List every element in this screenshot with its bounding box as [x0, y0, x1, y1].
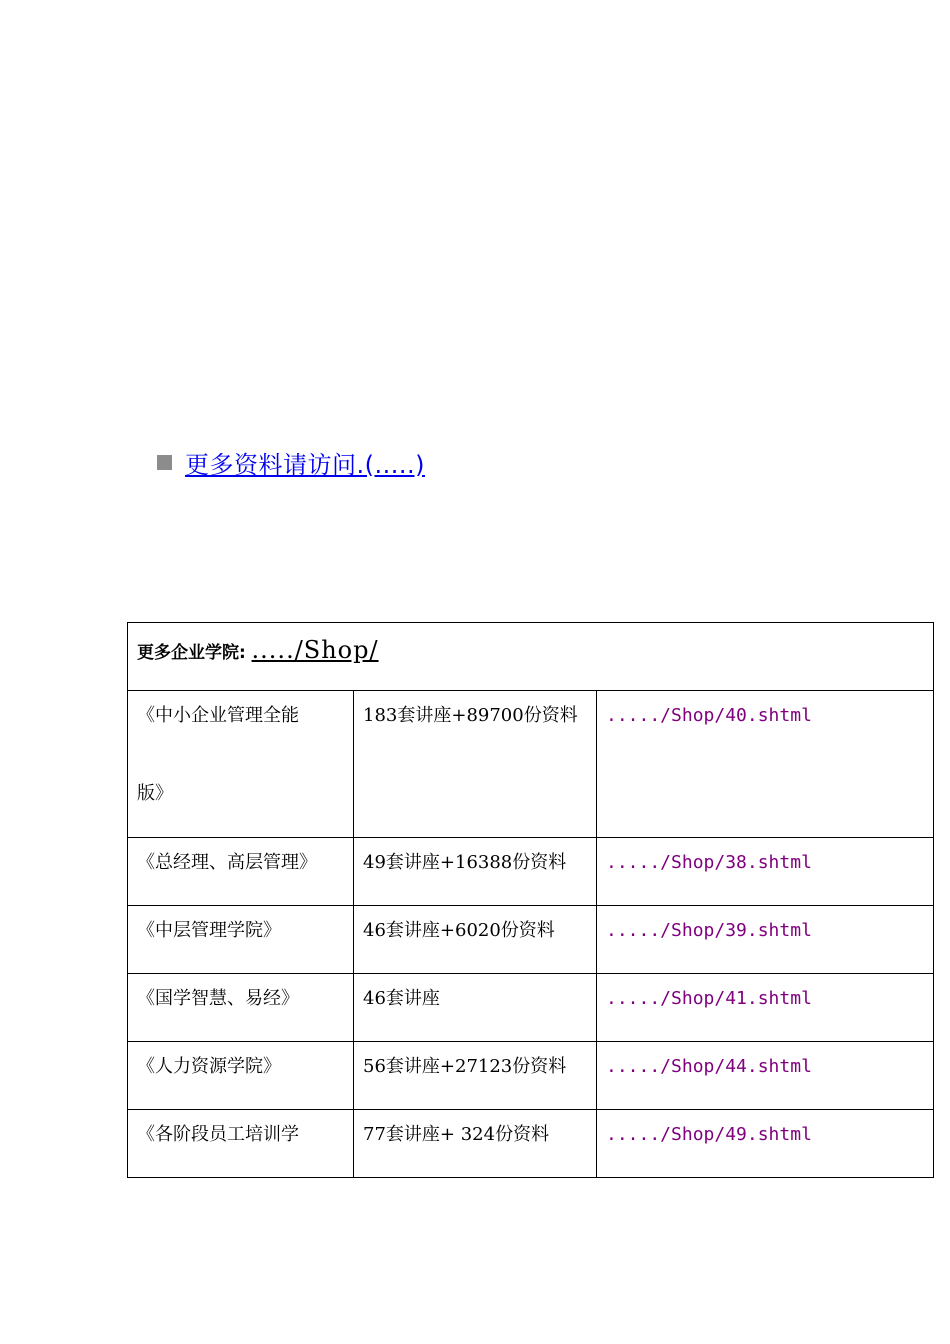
table-row: [128, 691, 934, 838]
course-content: 56套讲座+27123份资料: [354, 1042, 597, 1110]
course-url[interactable]: ...../Shop/41.shtml: [597, 974, 934, 1042]
course-url[interactable]: ...../Shop/40.shtml: [597, 691, 934, 838]
more-resources-link[interactable]: 更多资料请访问.(.....): [185, 450, 425, 479]
course-name-line2: 版》: [137, 783, 173, 804]
course-name: 《国学智慧、易经》: [128, 974, 354, 1042]
course-content: 46套讲座: [354, 974, 597, 1042]
course-content: 183套讲座+89700份资料: [354, 691, 597, 838]
course-content: 77套讲座+ 324份资料: [354, 1110, 597, 1178]
shop-table: [127, 622, 934, 1178]
course-name-line1: 《中小企业管理全能: [137, 705, 299, 726]
course-url[interactable]: ...../Shop/39.shtml: [597, 906, 934, 974]
course-name: 《各阶段员工培训学: [128, 1110, 354, 1178]
course-url[interactable]: ...../Shop/49.shtml: [597, 1110, 934, 1178]
table-header-cell: [128, 623, 934, 691]
table-row: [128, 906, 934, 974]
course-name: 《中层管理学院》: [128, 906, 354, 974]
table-row: [128, 974, 934, 1042]
course-name: 《总经理、高层管理》: [128, 838, 354, 906]
more-resources-line: [157, 446, 425, 478]
table-header-row: [128, 623, 934, 691]
square-bullet-icon: [157, 455, 172, 470]
table-row: [128, 838, 934, 906]
course-url[interactable]: ...../Shop/38.shtml: [597, 838, 934, 906]
course-name: 《人力资源学院》: [128, 1042, 354, 1110]
shop-link[interactable]: ...../Shop/: [251, 636, 379, 664]
table-row: [128, 1110, 934, 1178]
table-row: [128, 1042, 934, 1110]
course-url[interactable]: ...../Shop/44.shtml: [597, 1042, 934, 1110]
course-content: 49套讲座+16388份资料: [354, 838, 597, 906]
course-name: [128, 691, 354, 838]
course-content: 46套讲座+6020份资料: [354, 906, 597, 974]
header-label: 更多企业学院:: [137, 643, 246, 663]
